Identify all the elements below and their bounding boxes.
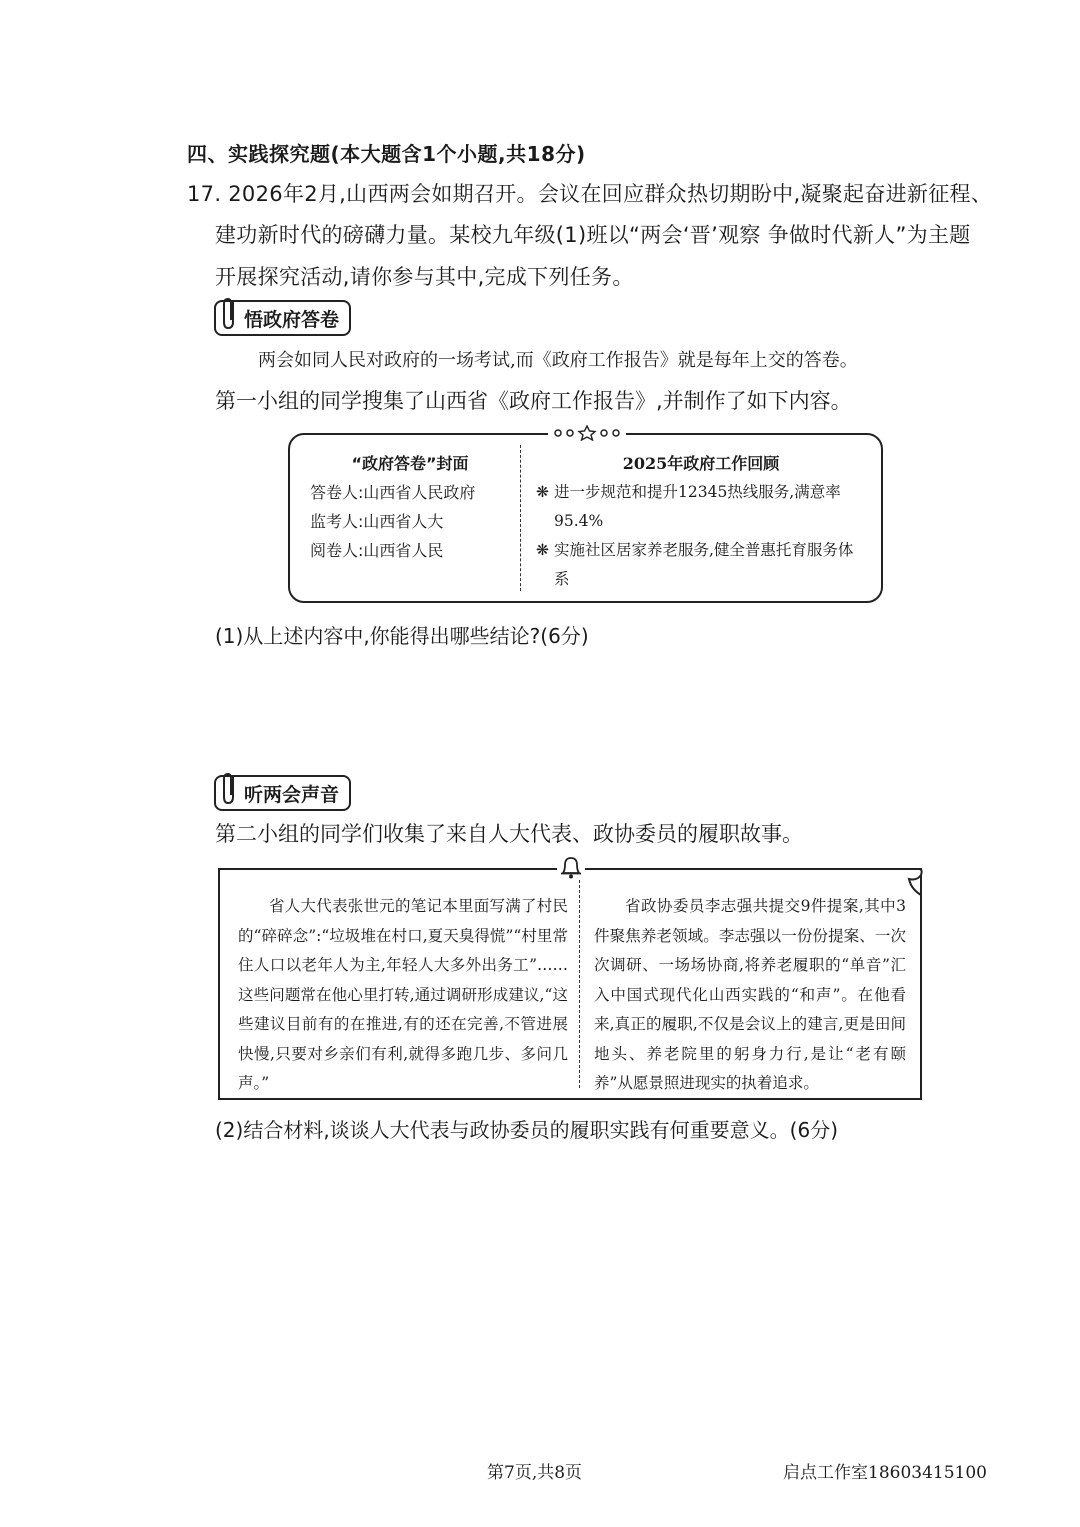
section-tag-part2 [214, 775, 351, 811]
review-item: ❋ 实施社区居家养老服务,健全普惠托育服务体系 [536, 536, 866, 594]
government-answer-card [288, 433, 883, 603]
subquestion-1: (1)从上述内容中,你能得出哪些结论?(6分) [215, 624, 589, 648]
cover-row-answerer: 答卷人:山西省人民政府 [310, 483, 476, 502]
section-title: 四、实践探究题(本大题含1个小题,共18分) [187, 142, 586, 166]
cover-row-supervisor: 监考人:山西省人大 [310, 512, 444, 531]
tag-label: 悟政府答卷 [244, 308, 340, 331]
subquestion-2: (2)结合材料,谈谈人大代表与政协委员的履职实践有何重要意义。(6分) [215, 1118, 839, 1142]
review-column [536, 449, 866, 594]
card-divider [579, 880, 580, 1088]
cover-column [310, 449, 510, 565]
flower-bullet-icon: ❋ [536, 541, 549, 559]
story-npc-deputy: 省人大代表张世元的笔记本里面写满了村民的“碎碎念”:“垃圾堆在村口,夏天臭得慌”“村里常住人口以老年人为主,年轻人大多外出务工”……这些问题常在他心里打转,通过调研形成建议,“这些建议目前有的在推进,有的还在完善,不管进展快慢,只要对乡亲们有利,就得多跑几步、多问几声。” [238, 897, 568, 1092]
review-item: ❋ 进一步规范和提升12345热线服务,满意率95.4% [536, 478, 866, 536]
studio-contact: 启点工作室18603415100 [783, 1463, 987, 1483]
part1-description: 第一小组的同学搜集了山西省《政府工作报告》,并制作了如下内容。 [215, 389, 852, 413]
review-heading: 2025年政府工作回顾 [622, 454, 780, 473]
section-tag-part1 [214, 300, 351, 336]
story-cppcc-member: 省政协委员李志强共提交9件提案,其中3件聚焦养老领域。李志强以一份份提案、一次次调研、一场场协商,将养老履职的“单音”汇入中国式现代化山西实践的“和声”。在他看来,真正的履职,不仅是会议上的建言,更是田间地头、养老院里的躬身力行,是让“老有颐养”从愿景照进现实的执着追求。 [594, 897, 906, 1092]
bell-icon [557, 854, 585, 880]
part2-description: 第二小组的同学们收集了来自人大代表、政协委员的履职故事。 [215, 822, 803, 846]
cover-row-grader: 阅卷人:山西省人民 [310, 541, 444, 560]
page-number: 第7页,共8页 [487, 1463, 583, 1483]
question-line-1: 17. 2026年2月,山西两会如期召开。会议在回应群众热切期盼中,凝聚起奋进新征程、 [187, 182, 993, 206]
tag-label: 听两会声音 [244, 783, 340, 806]
star-ornament-icon [548, 423, 626, 443]
cover-heading: “政府答卷”封面 [351, 454, 469, 473]
card-divider [520, 445, 521, 591]
part1-intro: 两会如同人民对政府的一场考试,而《政府工作报告》就是每年上交的答卷。 [258, 350, 858, 371]
paperclip-icon [222, 771, 238, 807]
question-line-2: 建功新时代的磅礴力量。某校九年级(1)班以“两会‘晋’观察 争做时代新人”为主题 [215, 223, 971, 247]
flower-bullet-icon: ❋ [536, 483, 549, 501]
paperclip-icon [222, 296, 238, 332]
deputy-stories-card [218, 868, 922, 1100]
question-line-3: 开展探究活动,请你参与其中,完成下列任务。 [215, 265, 634, 289]
